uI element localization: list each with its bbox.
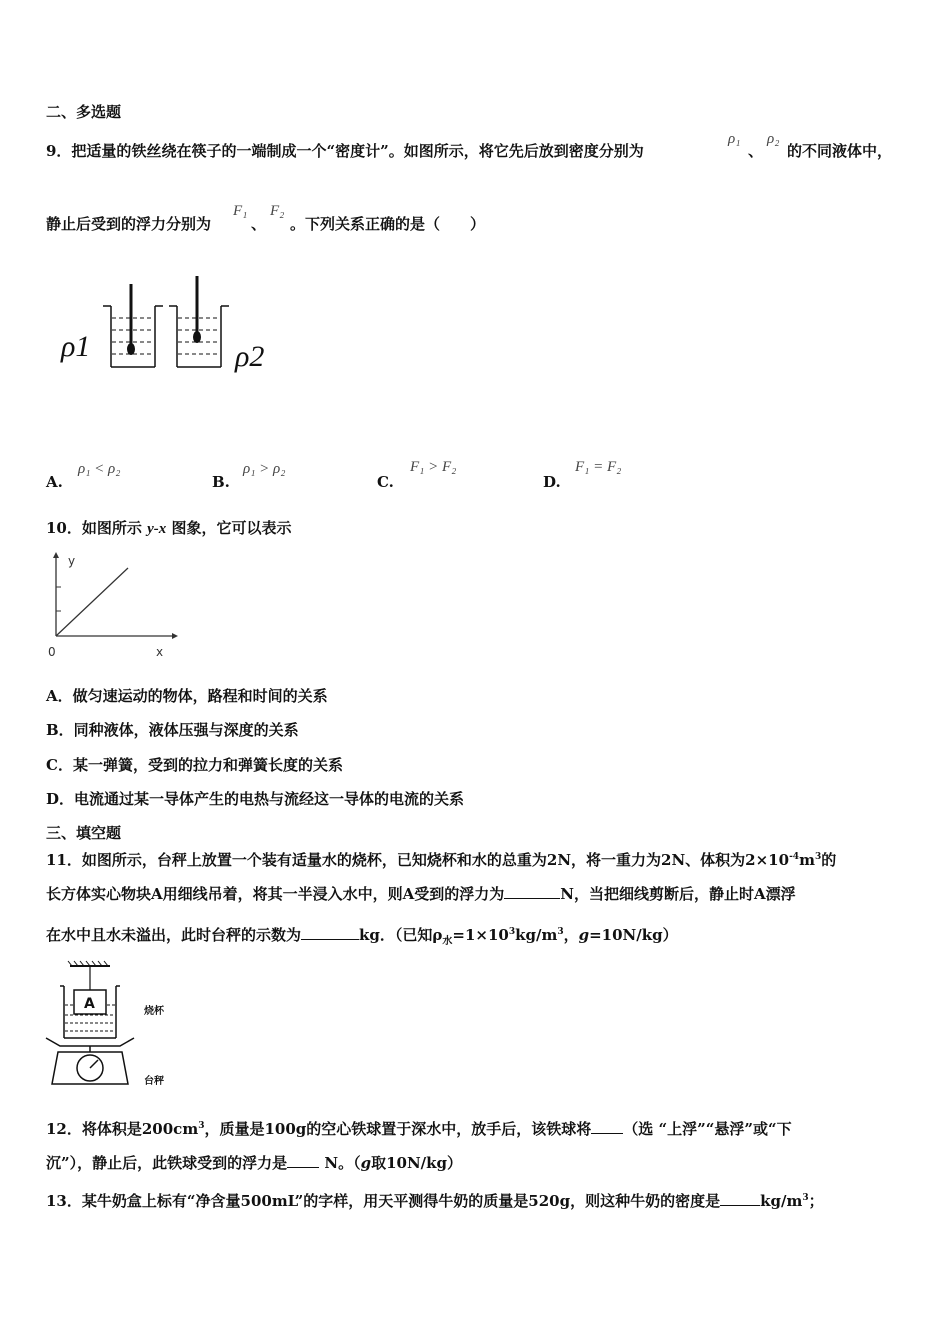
q12-line2-b: N。（ (319, 1154, 361, 1172)
q9-stem-line1 (46, 141, 644, 161)
q10-option-a[interactable]: A．做匀速运动的物体，路程和时间的关系 (46, 687, 328, 705)
q9-f2: F₂ (270, 203, 285, 219)
q11-line3-b: kg．（已知ρ (359, 926, 443, 944)
q9-option-a-expr: ρ₁ < ρ₂ (78, 461, 121, 477)
q11-line3-sub: 水 (442, 936, 453, 947)
q9-option-b-expr: ρ₁ > ρ₂ (243, 461, 286, 477)
q9-sep2: 、 (251, 215, 267, 233)
q10-stem (46, 518, 292, 539)
beaker-right (169, 276, 229, 367)
q12-blank-buoyancy[interactable] (287, 1153, 319, 1168)
q13-blank-density[interactable] (720, 1191, 760, 1206)
graph-origin: 0 (48, 645, 56, 659)
q9-rho1: ρ₁ (728, 131, 741, 147)
q11-line3-g: g (578, 926, 590, 944)
q11-line2-b: N，当把细线剪断后，静止时A漂浮 (560, 885, 796, 903)
q11-blank-buoyancy[interactable] (504, 884, 560, 899)
q11-line3-sup2: 3 (557, 927, 564, 937)
q9-option-d-label[interactable]: D. (543, 473, 561, 491)
q11-line1-sup: -4 (789, 852, 800, 862)
q9-stem-end: 的不同液体中， (787, 142, 893, 160)
q10-option-c[interactable]: C．某一弹簧，受到的拉力和弹簧长度的关系 (46, 756, 343, 774)
q11-line1-c: 的 (821, 851, 837, 869)
q9-f1: F₁ (233, 203, 248, 219)
q10-stem-b: 图象，它可以表示 (166, 519, 292, 537)
q10-stem-var: y-x (147, 521, 167, 537)
q9-stem-text: 9．把适量的铁丝绕在筷子的一端制成一个“密度计”。如图所示，将它先后放到密度分别为 (46, 142, 644, 160)
q11-line3-c: =1×10 (452, 926, 509, 944)
q9-option-c-expr: F₁ > F₂ (410, 459, 457, 475)
q12-line2 (46, 1153, 462, 1173)
beaker-left (103, 284, 163, 367)
q12-line1 (46, 1116, 792, 1139)
q12-line1-a: 12．将体积是200cm (46, 1120, 199, 1138)
section-title-multiple-choice: 二、多选题 (46, 103, 122, 121)
q11-line2-a: 长方体实心物块A用细线吊着，将其一半浸入水中，则A受到的浮力为 (46, 885, 505, 903)
q13-line1-b: kg/m (760, 1192, 803, 1210)
block-a-label: A (84, 996, 95, 1012)
q11-line1-b: m (799, 851, 815, 869)
graph-line (56, 568, 128, 636)
q12-line1-b: ，质量是100g的空心铁球置于深水中，放手后，该铁球将 (204, 1120, 592, 1138)
q11-line3-f: =10N/kg） (589, 926, 678, 944)
q9-option-a-label[interactable]: A. (46, 473, 63, 491)
q9-option-b-label[interactable]: B. (212, 473, 230, 491)
q12-line1-sup: 3 (198, 1121, 205, 1131)
q13-line1-a: 13．某牛奶盒上标有“净含量500mL”的字样，用天平测得牛奶的质量是520g，则这种牛奶的密度是 (46, 1192, 721, 1210)
fig-label-rho1: ρ1 (61, 330, 91, 363)
q10-graph (44, 550, 184, 665)
q11-blank-scale-reading[interactable] (301, 925, 359, 940)
q9-stem-question: 。下列关系正确的是（ ） (290, 215, 486, 233)
q12-line1-c: （选 “上浮”“悬浮”或“下 (623, 1120, 792, 1138)
q10-option-d[interactable]: D．电流通过某一导体产生的电热与流经这一导体的电流的关系 (46, 790, 465, 808)
q12-line2-a: 沉”），静止后，此铁球受到的浮力是 (46, 1154, 288, 1172)
q10-stem-a: 10．如图所示 (46, 519, 148, 537)
q12-line2-g: g (360, 1154, 372, 1172)
section-title-fill-in: 三、填空题 (46, 824, 122, 842)
q11-line1-sup2: 3 (814, 852, 822, 862)
q11-line3 (46, 922, 678, 952)
q12-line2-c: 取10N/kg） (371, 1154, 463, 1172)
scale-label: 台秤 (144, 1076, 164, 1087)
q9-option-c-label[interactable]: C. (377, 473, 394, 491)
q11-line3-d: kg/m (515, 926, 558, 944)
q9-stem-line2: 静止后受到的浮力分别为 (46, 215, 212, 233)
q11-line3-a: 在水中且水未溢出，此时台秤的示数为 (46, 926, 302, 944)
fig-label-rho2: ρ2 (235, 340, 265, 373)
q11-line3-sup: 3 (508, 927, 516, 937)
q13-line1 (46, 1188, 824, 1211)
q9-figure-beakers (55, 270, 285, 380)
q13-line1-sup: 3 (802, 1193, 809, 1203)
q11-line1-a: 11．如图所示，台秤上放置一个装有适量水的烧杯，已知烧杯和水的总重为2N，将一重力为2N、体积为2×10 (46, 851, 790, 869)
graph-y-label: y (68, 554, 76, 568)
beaker-label: 烧杯 (144, 1006, 164, 1017)
q10-option-b[interactable]: B．同种液体，液体压强与深度的关系 (46, 721, 299, 739)
q11-line3-e: ， (563, 926, 579, 944)
q12-blank-motion[interactable] (591, 1119, 623, 1134)
q9-option-d-expr: F₁ = F₂ (575, 459, 622, 475)
q11-line1 (46, 847, 836, 870)
q9-sep1: 、 (748, 142, 764, 160)
q13-line1-c: ； (808, 1192, 824, 1210)
q11-line2 (46, 884, 796, 904)
graph-x-label: x (156, 645, 164, 659)
q9-rho2: ρ₂ (767, 131, 780, 147)
q11-figure-scale (40, 960, 200, 1095)
